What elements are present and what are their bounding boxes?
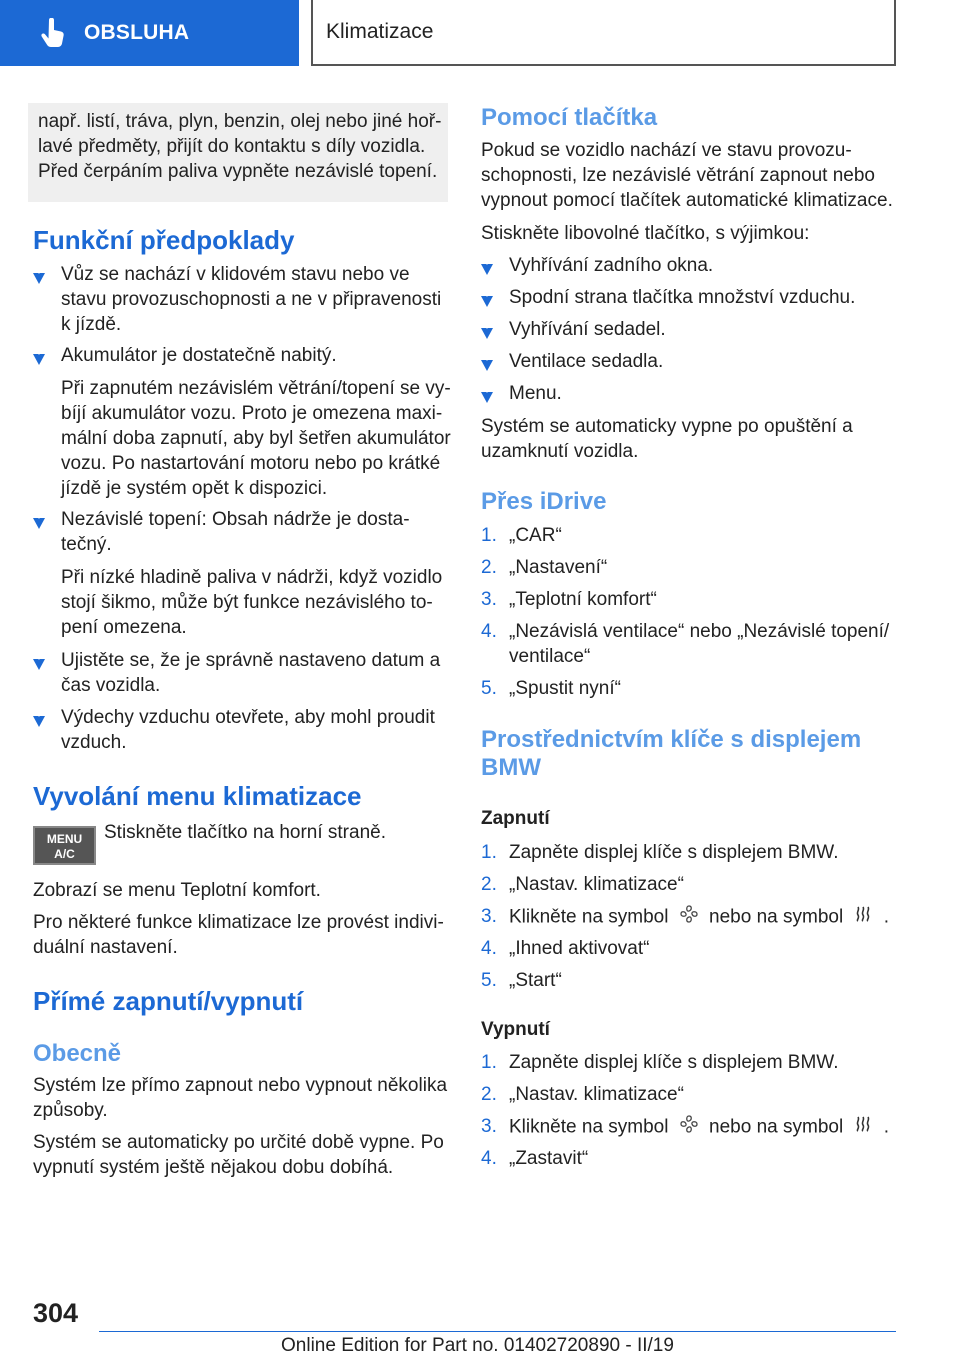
heading-funkcni: Funkční předpoklady: [33, 225, 295, 255]
heat-ventilation-icon: [848, 904, 878, 931]
item-note: Při nízké hladině paliva v nádrži, když vozidlo: [61, 567, 443, 588]
item-note: jízdě je systém opět k dispozici.: [61, 478, 328, 499]
item-note: bíjí akumulátor vozu. Proto je omezena maxi-: [61, 403, 443, 424]
label-zapnuti: Zapnutí: [481, 808, 550, 829]
warning-line: Před čerpáním paliva vypněte nezávislé topení.: [38, 161, 438, 182]
fan-icon: [674, 1114, 704, 1141]
menu-ac-button[interactable]: [33, 826, 96, 865]
menu-ac-label: A/C: [54, 847, 75, 861]
warning-line: lavé předměty, přijít do kontaktu s díly vozidla.: [38, 136, 426, 157]
hand-pointer-icon: [40, 18, 66, 48]
section-label: OBSLUHA: [84, 21, 190, 44]
item-note: vozu. Po nastartování motoru nebo po krátké: [61, 453, 441, 474]
item-line: Akumulátor je dostatečně nabitý.: [61, 345, 337, 366]
item-line: Nezávislé topení: Obsah nádrže je dosta-: [61, 509, 410, 530]
warning-line: např. listí, tráva, plyn, benzin, olej nebo jiné hoř-: [38, 111, 442, 132]
fan-icon: [674, 904, 704, 931]
heat-ventilation-icon: [848, 1114, 878, 1141]
item-line: stavu provozuschopnosti a ne v připravenosti: [61, 289, 442, 310]
warning-box: [28, 103, 448, 202]
subheading-klic: Prostřednictvím klíče s displejem BMW: [481, 726, 862, 781]
paragraph: Pro některé funkce klimatizace lze provést indivi- duální nastavení.: [33, 912, 444, 958]
footer-divider: [99, 1331, 896, 1332]
item-line: čas vozidla.: [61, 675, 161, 696]
paragraph: Zobrazí se menu Teplotní komfort.: [33, 880, 321, 901]
paragraph: Systém se automaticky vypne po opuštění a uzamknutí vozidla.: [481, 416, 853, 462]
paragraph: Stiskněte libovolné tlačítko, s výjimkou:: [481, 223, 810, 244]
chapter-title: Klimatizace: [326, 20, 434, 43]
heading-prime: Přímé zapnutí/vypnutí: [33, 986, 304, 1016]
page-number: 304: [33, 1298, 79, 1328]
subheading-idrive: Přes iDrive: [481, 488, 607, 515]
menu-ac-label: MENU: [46, 832, 83, 846]
item-line: Výdechy vzduchu otevřete, aby mohl proudit: [61, 707, 435, 728]
section-tab[interactable]: [0, 0, 299, 66]
item-line: Ujistěte se, že je správně nastaveno datum a: [61, 650, 441, 671]
edition-text: Online Edition for Part no. 01402720890 - II/19: [281, 1335, 674, 1356]
chapter-header: [311, 0, 896, 66]
item-note: mální doba zapnutí, aby byl šetřen akumulátor: [61, 428, 451, 449]
button-instruction: Stiskněte tlačítko na horní straně.: [104, 822, 386, 843]
subheading-obecne: Obecně: [33, 1040, 122, 1067]
label-vypnuti: Vypnutí: [481, 1019, 550, 1040]
item-note: pení omezena.: [61, 617, 187, 638]
subheading-tlacitka: Pomocí tlačítka: [481, 104, 658, 131]
item-line: tečný.: [61, 534, 112, 555]
paragraph: Systém se automaticky po určité době vypne. Po vypnutí systém ještě nějakou dobu dobíhá.: [33, 1132, 444, 1178]
paragraph: Systém lze přímo zapnout nebo vypnout několika způsoby.: [33, 1075, 448, 1121]
item-line: vzduch.: [61, 732, 127, 753]
paragraph: Pokud se vozidlo nachází ve stavu provozu- schopnosti, lze nezávislé větrání zapnout nebo vypnout pomocí tlačítek automatické klimatizace.: [481, 140, 893, 211]
item-note: stojí šikmo, může být funkce nezávislého to-: [61, 592, 433, 613]
heading-vyvolani: Vyvolání menu klimatizace: [33, 781, 362, 811]
item-note: Při zapnutém nezávislém větrání/topení se vy-: [61, 378, 451, 399]
item-line: k jízdě.: [61, 314, 122, 335]
item-line: Vůz se nachází v klidovém stavu nebo ve: [61, 264, 410, 285]
